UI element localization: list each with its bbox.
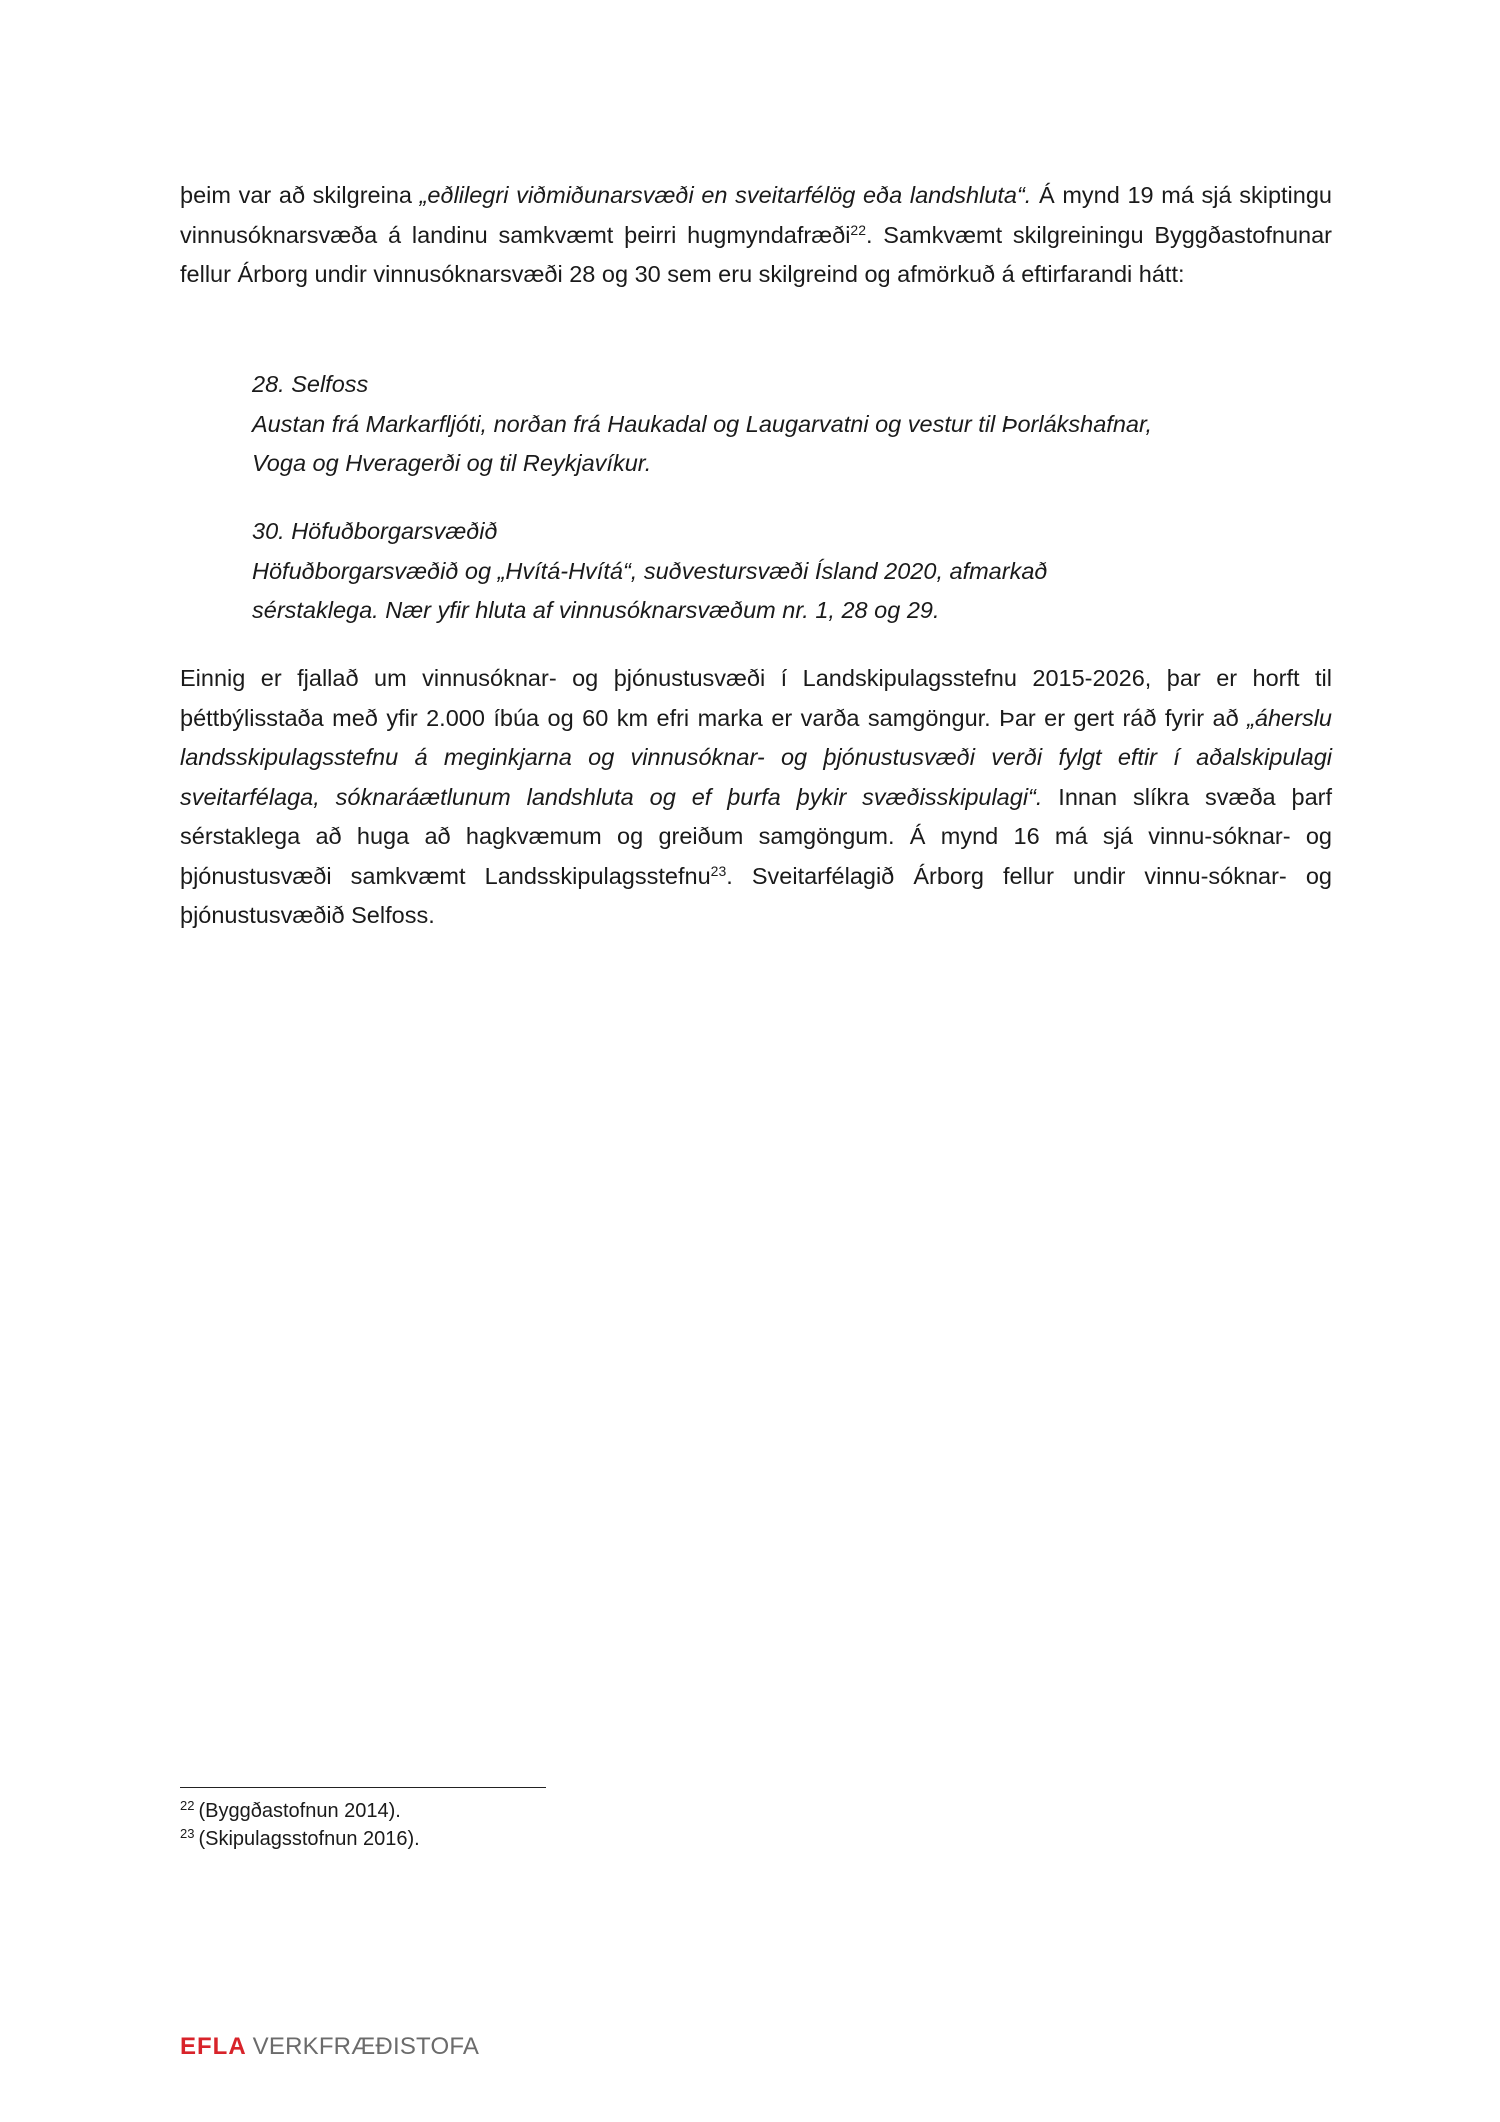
footnote-22	[180, 1797, 401, 1825]
footnote-22-number: 22	[180, 1798, 195, 1813]
p1-text-b: Á mynd 19 má sjá skiptingu vinnusóknarsvæða á landinu samkvæmt þeirri hugmyndafræði	[180, 182, 1332, 248]
p2-text-c: . Sveitarfélagið Árborg fellur undir vinnu-sóknar- og þjónustusvæðið Selfoss.	[180, 862, 1332, 928]
footnote-23-text: (Skipulagsstofnun 2016).	[198, 1828, 420, 1850]
efla-logo: EFLA	[180, 2033, 247, 2060]
p1-text-a: þeim var að skilgreina	[180, 182, 420, 208]
quote-block-selfoss	[252, 365, 1332, 484]
quote-selfoss-title: 28. Selfoss	[252, 371, 369, 397]
p1-quote: „eðlilegri viðmiðunarsvæði en sveitarfélög eða landshluta“.	[419, 182, 1032, 208]
paragraph-1	[180, 176, 1332, 295]
quote-hofud-line-2: sérstaklega. Nær yfir hluta af vinnusóknarsvæðum nr. 1, 28 og 29.	[252, 597, 940, 623]
paragraph-2	[180, 659, 1332, 936]
footnote-ref-22[interactable]: 22	[850, 221, 866, 238]
footnote-23	[180, 1825, 420, 1853]
page-footer	[180, 2033, 479, 2061]
footnote-23-number: 23	[180, 1826, 195, 1841]
footnote-divider	[180, 1787, 546, 1788]
quote-selfoss-line-2: Voga og Hveragerði og til Reykjavíkur.	[252, 450, 652, 476]
p1-text-c: . Samkvæmt skilgreiningu Byggðastofnunar fellur Árborg undir vinnusóknarsvæði 28 og 30 sem eru skilgreind og afmörkuð á eftirfarandi hátt:	[180, 221, 1332, 287]
p2-text-a: Einnig er fjallað um vinnusóknar- og þjónustusvæði í Landskipulagsstefnu 2015-2026, þar er horft til þéttbýlisstaða með yfir 2.000 íbúa og 60 km efri marka er varða samgöngur. Þar er gert ráð fyrir að	[180, 665, 1332, 731]
quote-hofud-title: 30. Höfuðborgarsvæðið	[252, 518, 498, 544]
footnote-ref-23[interactable]: 23	[710, 862, 727, 879]
p2-text-b: Innan slíkra svæða þarf sérstaklega að huga að hagkvæmum og greiðum samgöngum. Á mynd 16 má sjá vinnu-sóknar- og þjónustusvæði samkvæmt Landsskipulagsstefnu	[180, 783, 1332, 889]
footnote-22-text: (Byggðastofnun 2014).	[198, 1800, 401, 1822]
p2-quote: „áherslu landsskipulagsstefnu á meginkjarna og vinnusóknar- og þjónustusvæði verði fylgt eftir í aðalskipulagi sveitarfélaga, sóknaráætlunum landshluta og ef þurfa þykir svæðisskipulagi“.	[180, 704, 1332, 810]
quote-block-hofudborgarsvaedid	[252, 512, 1332, 631]
footer-company-name: VERKFRÆÐISTOFA	[252, 2033, 480, 2060]
quote-selfoss-line-1: Austan frá Markarfljóti, norðan frá Haukadal og Laugarvatni og vestur til Þorlákshafnar,	[252, 410, 1153, 437]
quote-hofud-line-1: Höfuðborgarsvæðið og „Hvítá-Hvítá“, suðvestursvæði Ísland 2020, afmarkað	[252, 557, 1048, 584]
